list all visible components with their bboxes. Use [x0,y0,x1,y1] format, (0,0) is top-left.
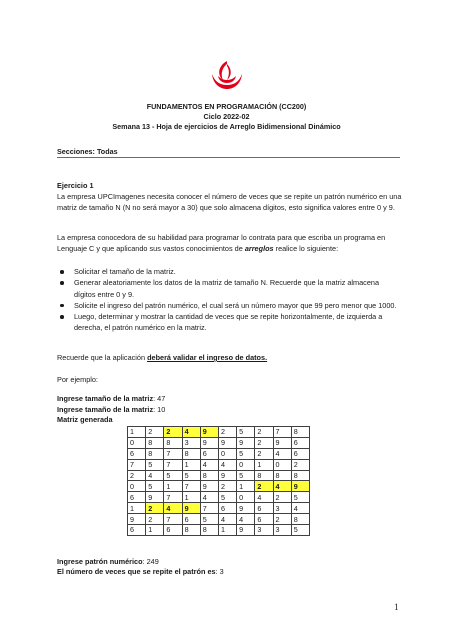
matrix-cell: 1 [255,459,273,470]
matrix-cell: 9 [218,437,236,448]
table-row [128,470,310,481]
matrix-cell: 5 [237,427,255,438]
matrix-cell: 6 [128,448,146,459]
table-row [128,503,310,514]
matrix-cell: 2 [255,481,273,492]
list-item: Solicitar el tamaño de la matriz. [57,266,402,277]
matrix-cell: 1 [146,525,164,536]
matrix-cell: 7 [164,514,182,525]
matrix-cell: 1 [164,481,182,492]
table-row [128,481,310,492]
matrix-cell: 5 [164,470,182,481]
matrix-cell: 3 [255,525,273,536]
matrix-cell: 4 [200,459,218,470]
matrix-cell: 4 [273,481,291,492]
matrix-cell: 0 [237,492,255,503]
matrix-cell: 6 [164,525,182,536]
matrix-cell: 4 [273,448,291,459]
input-size-line-1 [57,393,402,404]
matrix-cell: 7 [164,448,182,459]
matrix-cell: 9 [237,437,255,448]
matrix-cell: 9 [146,492,164,503]
matrix-cell: 2 [291,459,309,470]
table-row [128,448,310,459]
result-label: El número de veces que se repite el patrón es [57,567,216,576]
matrix-cell: 3 [273,525,291,536]
matrix-cell: 2 [146,427,164,438]
matrix-cell: 9 [237,525,255,536]
matrix-cell: 1 [237,481,255,492]
matrix-cell: 9 [200,481,218,492]
matrix-cell: 2 [255,437,273,448]
matrix-cell: 4 [291,503,309,514]
matrix-cell: 4 [200,492,218,503]
matrix-cell: 2 [255,448,273,459]
matrix-cell: 1 [182,459,200,470]
matrix-cell: 2 [218,481,236,492]
matrix-cell: 3 [182,437,200,448]
matrix-cell: 2 [146,503,164,514]
matrix-cell: 9 [200,437,218,448]
matrix-cell: 2 [218,427,236,438]
matrix-cell: 9 [273,437,291,448]
matrix-cell: 9 [237,503,255,514]
document-title: FUNDAMENTOS EN PROGRAMACIÓN (CC200) [146,102,307,111]
sections-label: Secciones: Todas [57,147,118,156]
requirements-list [57,266,402,334]
matrix-cell: 6 [128,492,146,503]
list-item: Generar aleatoriamente los datos de la matriz de tamaño N. Recuerde que la matriz almacena dígitos entre 0 y 9. [57,277,402,300]
result-value: : 3 [215,567,224,576]
para2-text-end: realice lo siguiente: [273,244,339,254]
input-size-label: Ingrese tamaño de la matriz [57,394,154,403]
matrix-cell: 7 [164,492,182,503]
matrix-cell: 0 [218,448,236,459]
matrix-cell: 1 [182,492,200,503]
document-cycle: Ciclo 2022-02 [203,112,250,121]
matrix-cell: 1 [218,525,236,536]
divider [57,157,400,158]
matrix-cell: 8 [273,470,291,481]
matrix-cell: 8 [182,525,200,536]
matrix-cell: 4 [182,427,200,438]
matrix-cell: 6 [218,503,236,514]
table-row [128,437,310,448]
matrix-cell: 9 [182,503,200,514]
matrix-cell: 6 [255,503,273,514]
input-size-label: Ingrese tamaño de la matriz [57,405,154,414]
pattern-label: Ingrese patrón numérico [57,557,143,566]
exercise-intro: La empresa UPCImagenes necesita conocer el número de veces que se repite un patrón numérico en una matriz de tamaño N (N no será mayor a 30) que solo almacena dígitos, esto significa valores entre 0 y 9. [57,192,402,213]
matrix-cell: 2 [273,514,291,525]
matrix-cell: 3 [273,503,291,514]
matrix-cell: 2 [128,470,146,481]
page-number: 1 [394,602,399,612]
matrix-cell: 8 [200,525,218,536]
matrix-cell: 5 [146,459,164,470]
para2-text: La empresa conocedora de su habilidad para programar lo contrata para que escriba un programa en Lenguaje C y que aplicando sus vastos conocimientos de [57,233,386,254]
matrix-cell: 7 [128,459,146,470]
exercise-paragraph-2 [57,232,402,255]
list-item: Luego, determinar y mostrar la cantidad de veces que se repite horizontalmente, de izquierda a derecha, el patrón numérico en la matriz. [57,311,402,334]
matrix-cell: 9 [200,427,218,438]
matrix-cell: 7 [200,503,218,514]
matrix-cell: 6 [182,514,200,525]
matrix-cell: 8 [146,448,164,459]
matrix-cell: 8 [291,427,309,438]
table-row [128,525,310,536]
matrix-cell: 4 [237,514,255,525]
matrix-cell: 4 [255,492,273,503]
matrix-cell: 7 [273,427,291,438]
matrix-cell: 4 [146,470,164,481]
generated-matrix [127,426,310,536]
matrix-label: Matriz generada [57,415,113,424]
input-size-value: : 47 [153,394,166,403]
matrix-cell: 5 [182,470,200,481]
matrix-cell: 8 [146,437,164,448]
input-size-value: : 10 [153,405,166,414]
validation-reminder [57,352,402,363]
example-label: Por ejemplo: [57,375,98,384]
list-item: Solicite el ingreso del patrón numérico, el cual será un número mayor que 99 pero menor que 1000. [57,300,402,311]
matrix-cell: 2 [255,427,273,438]
matrix-cell: 6 [128,525,146,536]
matrix-cell: 2 [146,514,164,525]
table-row [128,514,310,525]
matrix-cell: 6 [255,514,273,525]
table-row [128,459,310,470]
matrix-cell: 4 [218,459,236,470]
exercise-title: Ejercicio 1 [57,181,94,190]
matrix-cell: 7 [182,481,200,492]
matrix-cell: 8 [255,470,273,481]
matrix-cell: 6 [291,437,309,448]
matrix-cell: 2 [164,427,182,438]
matrix-cell: 6 [291,448,309,459]
matrix-cell: 4 [164,503,182,514]
matrix-cell: 5 [291,492,309,503]
pattern-value: : 249 [142,557,159,566]
matrix-cell: 5 [218,492,236,503]
matrix-cell: 5 [237,448,255,459]
matrix-cell: 5 [237,470,255,481]
document-subtitle: Semana 13 - Hoja de ejercicios de Arreglo Bidimensional Dinámico [112,122,341,131]
reminder-emphasis: deberá validar el ingreso de datos. [147,353,268,362]
matrix-cell: 2 [273,492,291,503]
table-row [128,427,310,438]
matrix-cell: 8 [164,437,182,448]
matrix-cell: 0 [273,459,291,470]
matrix-cell: 0 [128,481,146,492]
matrix-cell: 9 [218,470,236,481]
matrix-cell: 1 [128,427,146,438]
matrix-cell: 7 [164,459,182,470]
matrix-cell: 5 [146,481,164,492]
matrix-cell: 5 [291,525,309,536]
matrix-cell: 8 [291,470,309,481]
matrix-cell: 8 [200,470,218,481]
reminder-text: Recuerde que la aplicación [57,353,148,362]
matrix-cell: 0 [128,437,146,448]
matrix-cell: 5 [200,514,218,525]
matrix-cell: 4 [218,514,236,525]
matrix-cell: 1 [128,503,146,514]
matrix-cell: 9 [128,514,146,525]
matrix-cell: 8 [291,514,309,525]
matrix-cell: 0 [237,459,255,470]
matrix-cell: 9 [291,481,309,492]
upc-logo-icon [210,60,244,90]
para2-emphasis: arreglos [244,244,274,254]
matrix-cell: 8 [182,448,200,459]
table-row [128,492,310,503]
result-line [57,566,402,577]
matrix-cell: 6 [200,448,218,459]
